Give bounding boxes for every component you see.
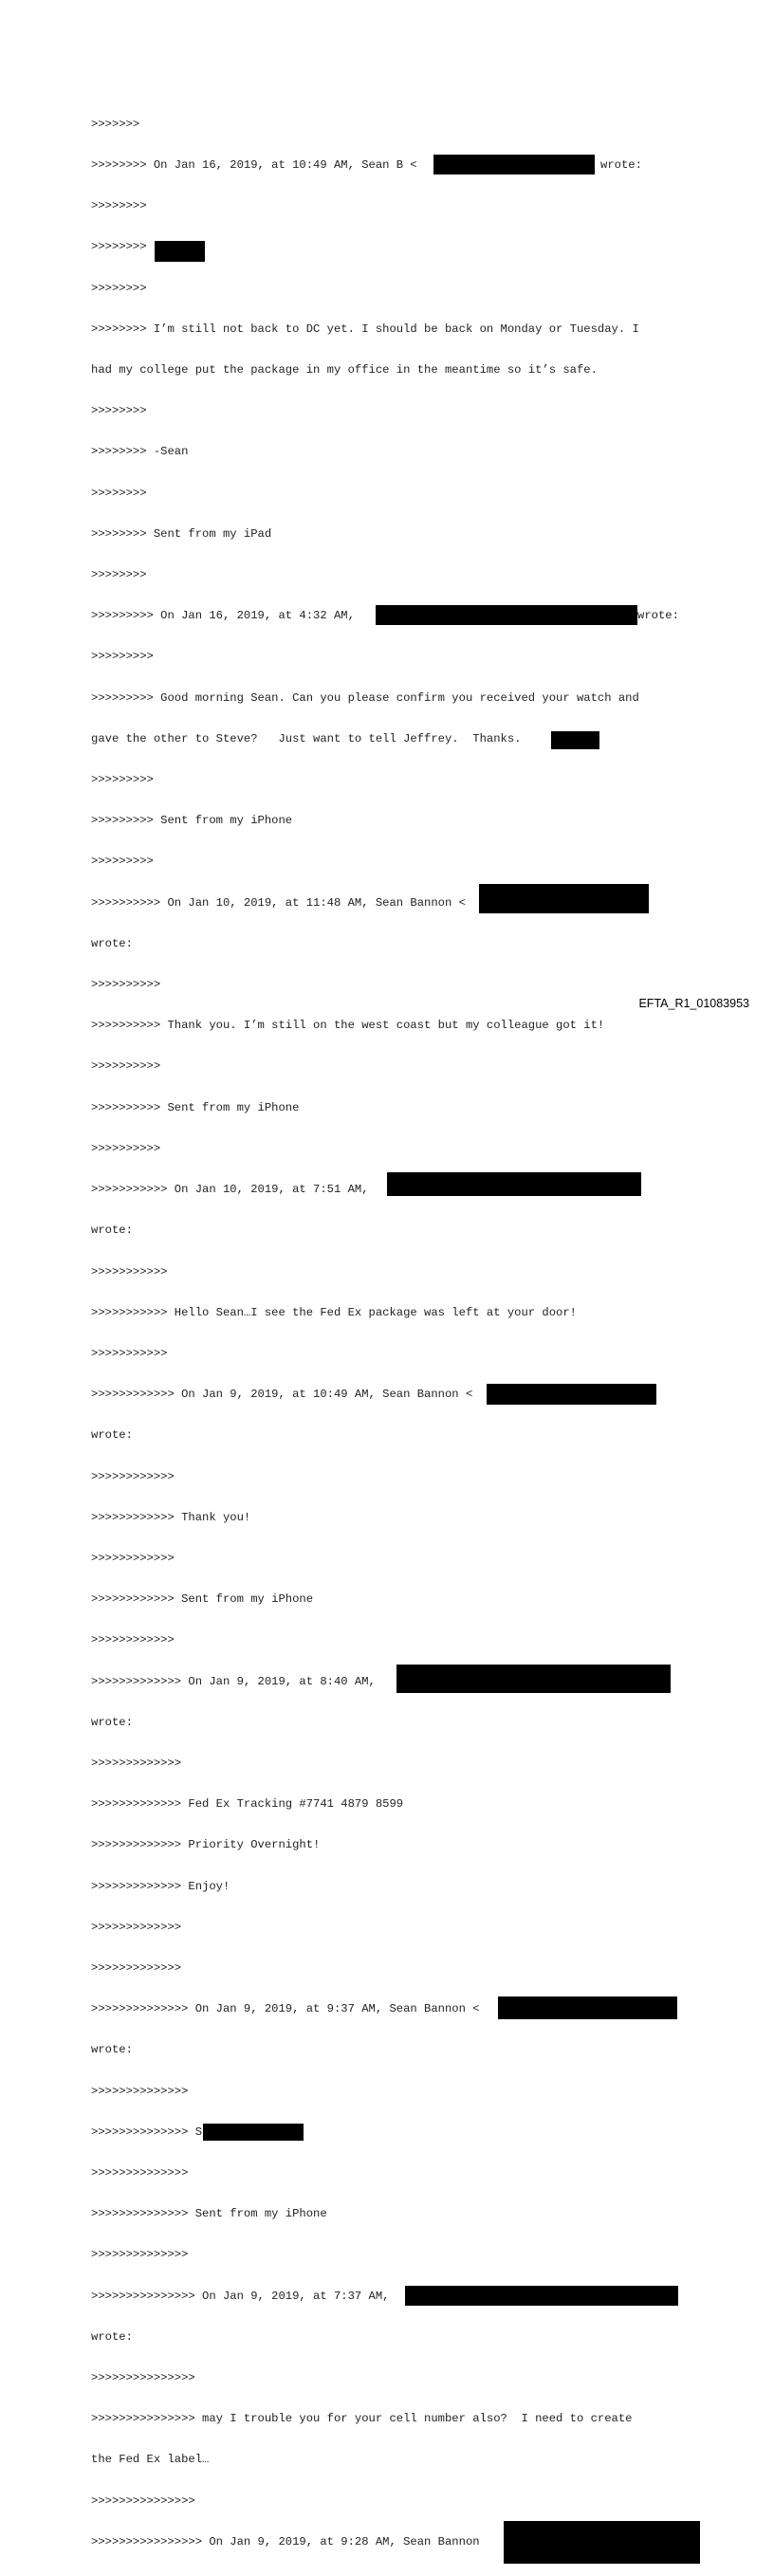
text-line-content: gave the other to Steve? Just want to tell Jeffrey. Thanks. xyxy=(91,731,522,745)
text-line: >>>>>>>>>>> xyxy=(91,1346,168,1360)
text-line: >>>>>>>>> Sent from my iPhone xyxy=(91,814,293,828)
text-line: >>>>>>>>>>>>> xyxy=(91,1756,182,1770)
text-line-content: >>>>>>>>>> On Jan 10, 2019, at 11:48 AM, Sean Bannon < xyxy=(91,895,466,910)
text-line xyxy=(91,1183,698,1196)
text-line: >>>>>>>>>>>> Sent from my iPhone xyxy=(91,1592,314,1607)
text-line: >>>>>>>>>>>>> xyxy=(91,1920,182,1934)
text-line-content: >>>>>>>>>>>>> On Jan 9, 2019, at 8:40 AM, xyxy=(91,1674,376,1688)
redaction-box xyxy=(405,2286,678,2306)
text-line xyxy=(91,1675,698,1688)
text-line xyxy=(91,2125,698,2139)
text-line-content: >>>>>>>>>>>> On Jan 9, 2019, at 10:49 AM, Sean Bannon < xyxy=(91,1388,473,1402)
text-line-content: >>>>>>>> xyxy=(91,240,147,254)
redaction-box xyxy=(479,884,649,913)
text-line-content: >>>>>>>> On Jan 16, 2019, at 10:49 AM, Sean B < xyxy=(91,158,417,173)
text-line xyxy=(91,2535,698,2548)
text-line xyxy=(91,1388,698,1401)
text-line: >>>>>>>>>>>> xyxy=(91,1469,175,1483)
redaction-box xyxy=(504,2521,700,2564)
text-line-content: >>>>>>>>>>> On Jan 10, 2019, at 7:51 AM, xyxy=(91,1183,369,1197)
text-line: >>>>>>>>>>>>> Priority Overnight! xyxy=(91,1838,321,1852)
text-line: >>>>>>>>>> xyxy=(91,1059,161,1074)
text-line: >>>>>>>>> xyxy=(91,855,154,869)
text-line: >>>>>>>>>>>>>>> xyxy=(91,2493,195,2508)
text-line-content: >>>>>>>>>>>>>> On Jan 9, 2019, at 9:37 AM, Sean Bannon < xyxy=(91,2002,480,2016)
redaction-box xyxy=(487,1384,656,1405)
text-line-content: >>>>>>>>>>>>>> S xyxy=(91,2125,203,2139)
text-line xyxy=(91,158,698,172)
text-line: wrote: xyxy=(91,936,133,950)
text-line: >>>>>>>>>>>> Thank you! xyxy=(91,1510,251,1524)
redaction-box xyxy=(498,1996,677,2019)
redaction-box xyxy=(551,731,599,749)
redaction-box xyxy=(155,241,205,262)
text-line: >>>>>>>>>>>>>> xyxy=(91,2084,189,2098)
text-line xyxy=(91,240,698,253)
redaction-box xyxy=(387,1172,641,1196)
text-line: >>>>>>>>>>>>>> xyxy=(91,2248,189,2262)
text-line: >>>>>>>> xyxy=(91,281,147,295)
text-line: >>>>>>>>>>>> xyxy=(91,1633,175,1647)
text-line: >>>>>>>>> xyxy=(91,650,154,664)
document-id-footer: EFTA_R1_01083953 xyxy=(638,997,749,1010)
redaction-box xyxy=(203,2124,304,2141)
text-line: >>>>>>>> xyxy=(91,404,147,418)
text-line: >>>>>>>>>>>>> Enjoy! xyxy=(91,1879,230,1893)
text-line xyxy=(91,2002,698,2015)
text-line-content: >>>>>>>>> On Jan 16, 2019, at 4:32 AM, xyxy=(91,609,355,623)
text-line xyxy=(91,732,698,745)
text-line: >>>>>>>>>>>>>>> may I trouble you for your cell number also? I need to create xyxy=(91,2412,633,2426)
text-line: >>>>>>> xyxy=(91,117,140,131)
wrote-suffix: wrote: xyxy=(637,609,679,623)
text-line: wrote: xyxy=(91,2329,133,2344)
redaction-box xyxy=(396,1665,671,1693)
text-line xyxy=(91,2290,698,2303)
text-line: >>>>>>>> Sent from my iPad xyxy=(91,526,272,541)
text-line: >>>>>>>> xyxy=(91,486,147,500)
text-line: >>>>>>>> xyxy=(91,199,147,213)
text-line: >>>>>>>>>>> Hello Sean…I see the Fed Ex package was left at your door! xyxy=(91,1305,577,1319)
text-line-content: >>>>>>>>>>>>>>>> On Jan 9, 2019, at 9:28 AM, Sean Bannon xyxy=(91,2534,480,2548)
text-line: >>>>>>>> xyxy=(91,568,147,582)
text-line: >>>>>>>>> xyxy=(91,773,154,787)
text-line: >>>>>>>>>> Sent from my iPhone xyxy=(91,1100,300,1114)
text-line: >>>>>>>> I’m still not back to DC yet. I should be back on Monday or Tuesday. I xyxy=(91,322,639,336)
email-thread xyxy=(91,90,698,2576)
text-line: >>>>>>>>>> Thank you. I’m still on the west coast but my colleague got it! xyxy=(91,1019,605,1033)
text-line: wrote: xyxy=(91,1428,133,1443)
text-line: >>>>>>>>>>>>>>> xyxy=(91,2370,195,2384)
redaction-box xyxy=(433,155,595,175)
text-line: wrote: xyxy=(91,2043,133,2057)
text-line: >>>>>>>>>>>>>> xyxy=(91,2165,189,2180)
redaction-box xyxy=(376,605,637,625)
text-line xyxy=(91,609,698,622)
text-line: >>>>>>>>>>>>> Fed Ex Tracking #7741 4879 8599 xyxy=(91,1797,404,1812)
text-line: wrote: xyxy=(91,1715,133,1729)
text-line: >>>>>>>>>> xyxy=(91,1141,161,1155)
text-line: wrote: xyxy=(91,1224,133,1238)
text-line: >>>>>>>>>>>>> xyxy=(91,1960,182,1975)
text-line: >>>>>>>>>>> xyxy=(91,1264,168,1279)
text-line: had my college put the package in my office in the meantime so it’s safe. xyxy=(91,363,598,377)
text-line: >>>>>>>>>> xyxy=(91,978,161,992)
text-line: >>>>>>>> -Sean xyxy=(91,445,189,459)
text-line xyxy=(91,896,698,910)
wrote-suffix: wrote: xyxy=(600,158,642,173)
text-line: the Fed Ex label… xyxy=(91,2453,210,2467)
text-line: >>>>>>>>>>>>>> Sent from my iPhone xyxy=(91,2207,327,2221)
text-line: >>>>>>>>> Good morning Sean. Can you please confirm you received your watch and xyxy=(91,690,639,705)
text-line: >>>>>>>>>>>> xyxy=(91,1551,175,1565)
text-line-content: >>>>>>>>>>>>>>> On Jan 9, 2019, at 7:37 AM, xyxy=(91,2289,390,2303)
